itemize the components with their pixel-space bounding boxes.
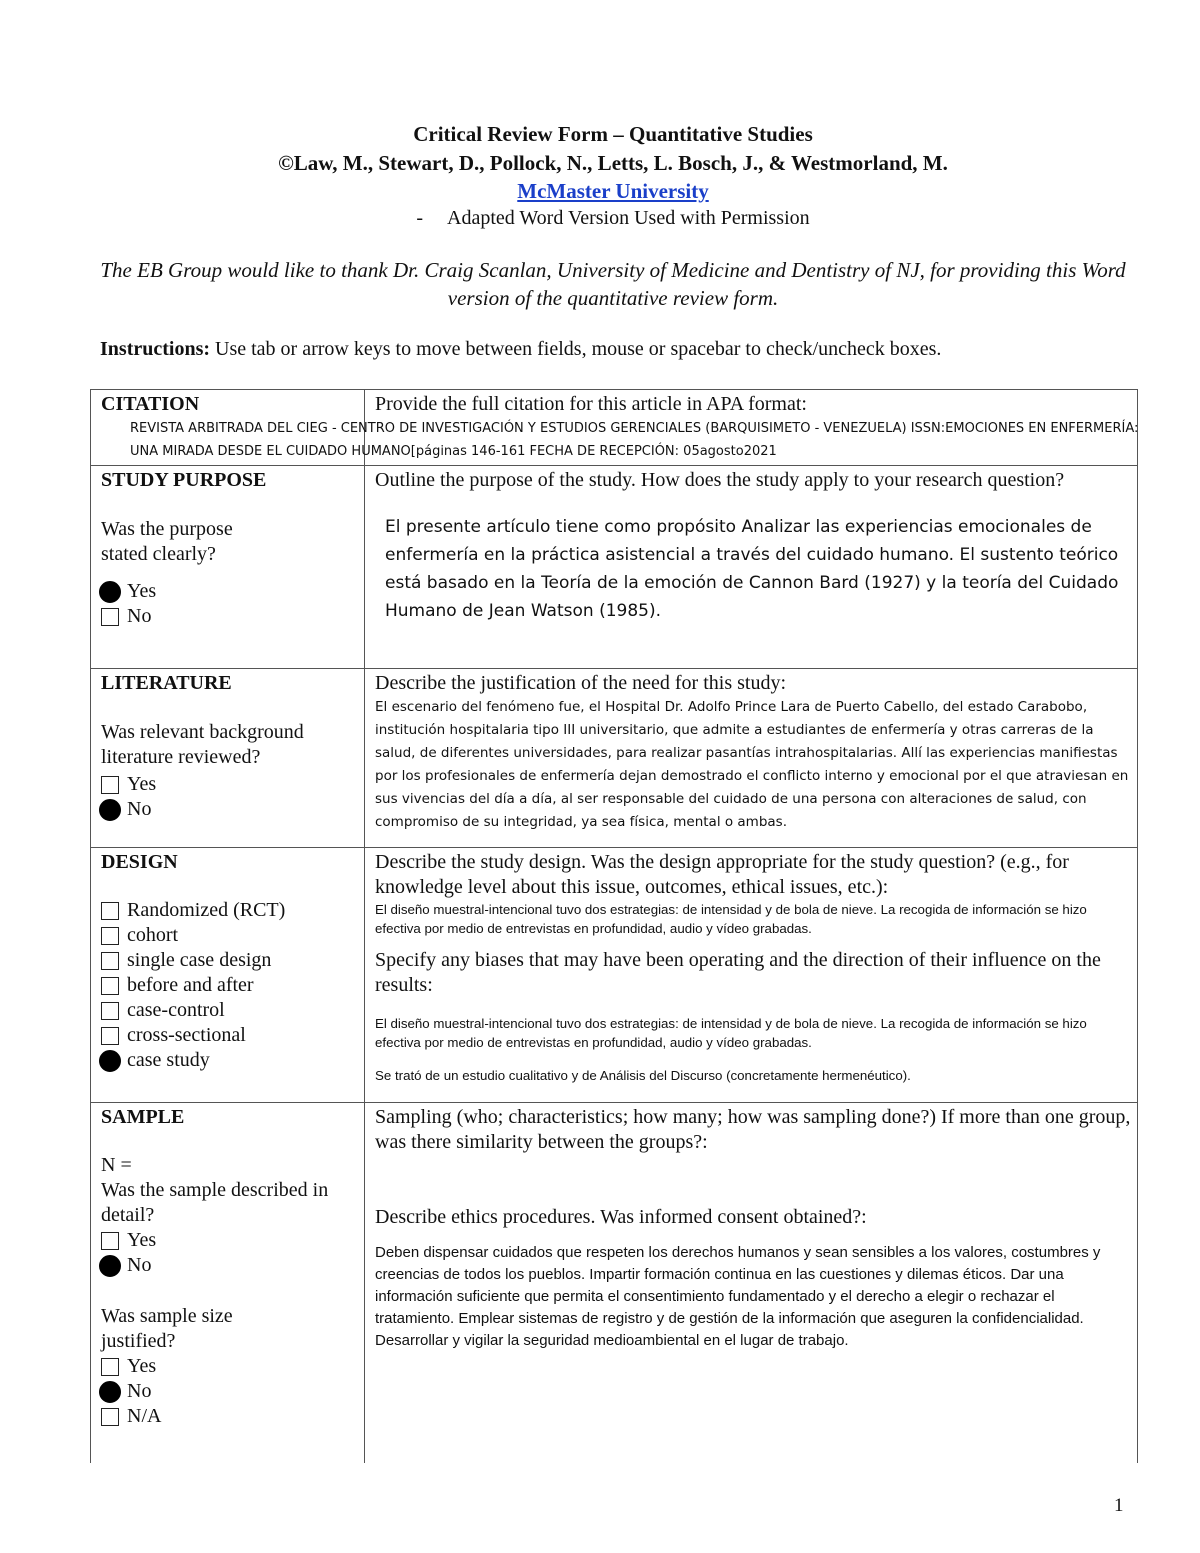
ethics-field[interactable]: Deben dispensar cuidados que respeten los derechos humanos y sean sensibles a los valores, costumbres y creencias de todos los pueblos. Impartir formación continua en las cuestiones y dilemas éticos. Dar una información suficiente que permita el consentimiento fundamentado y el derecho a elegir o rechazar el tratamiento. Emplear sistemas de registro y de gestión de la información que aseguren la confidencialidad. Desarrollar y vigilar la seguridad medioambiental en el lugar de trabajo. <box>375 1244 1101 1349</box>
checkbox[interactable] <box>101 1408 119 1426</box>
checkbox[interactable] <box>101 1358 119 1376</box>
design-label-cell <box>91 848 365 1103</box>
design-option[interactable] <box>101 923 364 948</box>
literature-answer-cell <box>365 669 1138 848</box>
option-label: Randomized (RCT) <box>127 899 286 921</box>
option-label: Yes <box>127 773 157 795</box>
citation-answer-cell <box>130 390 1139 466</box>
option-label: N/A <box>127 1405 162 1427</box>
sample-size-options <box>101 1354 364 1429</box>
design-prompt: Describe the study design. Was the design appropriate for the study question? (e.g., for knowledge level about this issue, outcomes, ethical issues, etc.): <box>375 851 1069 898</box>
design-answer-cell <box>365 848 1138 1103</box>
purpose-label-cell <box>91 466 365 669</box>
option-label: No <box>127 1380 152 1402</box>
adapted-note <box>0 204 1200 232</box>
purpose-option[interactable] <box>101 604 364 629</box>
checkbox[interactable] <box>101 1027 119 1045</box>
literature-row <box>91 669 1138 848</box>
sample-answer-cell <box>365 1103 1138 1463</box>
sample-detail-option[interactable] <box>101 1228 364 1253</box>
citation-prompt: Provide the full citation for this article in APA format: <box>375 393 807 415</box>
option-label: cohort <box>127 924 179 946</box>
sample-n-label: N = <box>101 1154 132 1176</box>
sample-label-cell <box>91 1103 365 1463</box>
purpose-answer-cell <box>365 466 1138 669</box>
form-title: Critical Review Form – Quantitative Studies <box>413 122 813 146</box>
checked-checkbox[interactable] <box>99 1050 121 1072</box>
instructions-text: Use tab or arrow keys to move between fields, mouse or spacebar to check/uncheck boxes. <box>210 338 942 360</box>
literature-prompt: Describe the justification of the need for this study: <box>375 672 787 694</box>
design-option[interactable] <box>101 1023 364 1048</box>
sample-size-option[interactable] <box>101 1379 364 1404</box>
option-label: No <box>127 605 152 627</box>
purpose-prompt: Outline the purpose of the study. How does the study apply to your research question? <box>375 469 1065 491</box>
literature-option[interactable] <box>101 797 364 822</box>
literature-option[interactable] <box>101 772 364 797</box>
checkbox[interactable] <box>101 927 119 945</box>
sample-row <box>91 1103 1138 1463</box>
bias-field-note[interactable]: Se trató de un estudio cualitativo y de Análisis del Discurso (concretamente hermenéutico). <box>375 1068 911 1083</box>
checked-checkbox[interactable] <box>99 581 121 603</box>
purpose-field[interactable]: El presente artículo tiene como propósito Analizar las experiencias emocionales de enfermería en la práctica asistencial a través del cuidado humano. El sustento teórico está basado en la Teoría de la emoción de Cannon Bard (1927) y la teoría del Cuidado Humano de Jean Watson (1985). <box>385 517 1119 621</box>
sample-detail-options <box>101 1228 364 1278</box>
design-option[interactable] <box>101 1048 364 1073</box>
literature-title: LITERATURE <box>101 672 232 694</box>
sample-detail-option[interactable] <box>101 1253 364 1278</box>
option-label: case-control <box>127 999 225 1021</box>
form-authors: ©Law, M., Stewart, D., Pollock, N., Letts, L. Bosch, J., & Westmorland, M. <box>278 151 948 175</box>
sample-size-option[interactable] <box>101 1404 364 1429</box>
option-label: Yes <box>127 580 157 602</box>
citation-row <box>91 390 1138 466</box>
purpose-question: Was the purpose stated clearly? <box>101 518 233 565</box>
ethics-prompt: Describe ethics procedures. Was informed consent obtained?: <box>375 1206 867 1228</box>
design-field[interactable]: El diseño muestral-intencional tuvo dos estrategias: de intensidad y de bola de nieve. La recogida de información se hizo efectiva por medio de entrevistas en profundidad, audio y vídeo grabadas. <box>375 902 1087 936</box>
adapted-text: Adapted Word Version Used with Permission <box>447 207 810 229</box>
option-label: No <box>127 1254 152 1276</box>
design-option[interactable] <box>101 948 364 973</box>
option-label: Yes <box>127 1229 157 1251</box>
sample-question-detail: Was the sample described in detail? <box>101 1179 329 1226</box>
bias-field[interactable]: El diseño muestral-intencional tuvo dos estrategias: de intensidad y de bola de nieve. La recogida de información se hizo efectiva por medio de entrevistas en profundidad, audio y vídeo grabadas. <box>375 1016 1087 1050</box>
option-label: No <box>127 798 152 820</box>
form-header <box>0 120 1200 232</box>
design-title: DESIGN <box>101 851 178 873</box>
purpose-row <box>91 466 1138 669</box>
citation-field[interactable]: REVISTA ARBITRADA DEL CIEG - CENTRO DE INVESTIGACIÓN Y ESTUDIOS GERENCIALES (BARQUISIMETO - VENEZUELA) ISSN:EMOCIONES EN ENFERMERÍA: UNA MIRADA DESDE EL CUIDADO HUMANO[páginas 146-161 FECHA DE RECEPCIÓN: 05agosto2021 <box>130 421 1139 459</box>
design-row <box>91 848 1138 1103</box>
checkbox[interactable] <box>101 608 119 626</box>
sample-title: SAMPLE <box>101 1106 185 1128</box>
checkbox[interactable] <box>101 1002 119 1020</box>
sample-size-option[interactable] <box>101 1354 364 1379</box>
citation-title: CITATION <box>101 393 200 415</box>
instructions-label: Instructions: <box>100 338 211 360</box>
university-link[interactable]: McMaster University <box>517 179 709 203</box>
purpose-options <box>101 579 364 629</box>
option-label: single case design <box>127 949 272 971</box>
checkbox[interactable] <box>101 902 119 920</box>
option-label: cross-sectional <box>127 1024 246 1046</box>
checkbox[interactable] <box>101 776 119 794</box>
design-option[interactable] <box>101 998 364 1023</box>
literature-question: Was relevant background literature reviewed? <box>101 721 304 768</box>
instructions <box>100 336 941 362</box>
literature-field[interactable]: El escenario del fenómeno fue, el Hospital Dr. Adolfo Prince Lara de Puerto Cabello, del estado Carabobo, institución hospitalaria tipo III universitario, que admite a estudiantes de enfermería y otras carreras de la salud, de diferentes universidades, para realizar pasantías intrahospitalarias. Allí las experiencias manifiestas por los profesionales de enfermería dejan demostrado el conflicto interno y emocional por el que atraviesan en sus vivencias del día a día, al ser responsable del cuidado de una persona con alteraciones de salud, con compromiso de su integridad, ya sea física, mental o ambas. <box>375 699 1129 830</box>
option-label: case study <box>127 1049 210 1071</box>
checkbox[interactable] <box>101 977 119 995</box>
checked-checkbox[interactable] <box>99 1255 121 1277</box>
option-label: Yes <box>127 1355 157 1377</box>
page-number: 1 <box>1114 1495 1124 1516</box>
sample-question-size: Was sample size justified? <box>101 1305 233 1352</box>
design-options <box>101 898 364 1073</box>
option-label: before and after <box>127 974 254 996</box>
checkbox[interactable] <box>101 952 119 970</box>
bias-prompt: Specify any biases that may have been operating and the direction of their influence on the results: <box>375 949 1101 996</box>
literature-options <box>101 772 364 822</box>
sampling-prompt: Sampling (who; characteristics; how many; how was sampling done?) If more than one group, was there similarity between the groups?: <box>375 1106 1131 1153</box>
thanks-note: The EB Group would like to thank Dr. Craig Scanlan, University of Medicine and Dentistry of NJ, for providing this Word version of the quantitative review form. <box>100 258 1126 310</box>
design-option[interactable] <box>101 973 364 998</box>
checked-checkbox[interactable] <box>99 799 121 821</box>
literature-label-cell <box>91 669 365 848</box>
adapted-dash: - <box>416 207 424 229</box>
purpose-title: STUDY PURPOSE <box>101 469 267 491</box>
checked-checkbox[interactable] <box>99 1381 121 1403</box>
design-option[interactable] <box>101 898 364 923</box>
review-form-table <box>90 389 1138 1463</box>
purpose-option[interactable] <box>101 579 364 604</box>
checkbox[interactable] <box>101 1232 119 1250</box>
